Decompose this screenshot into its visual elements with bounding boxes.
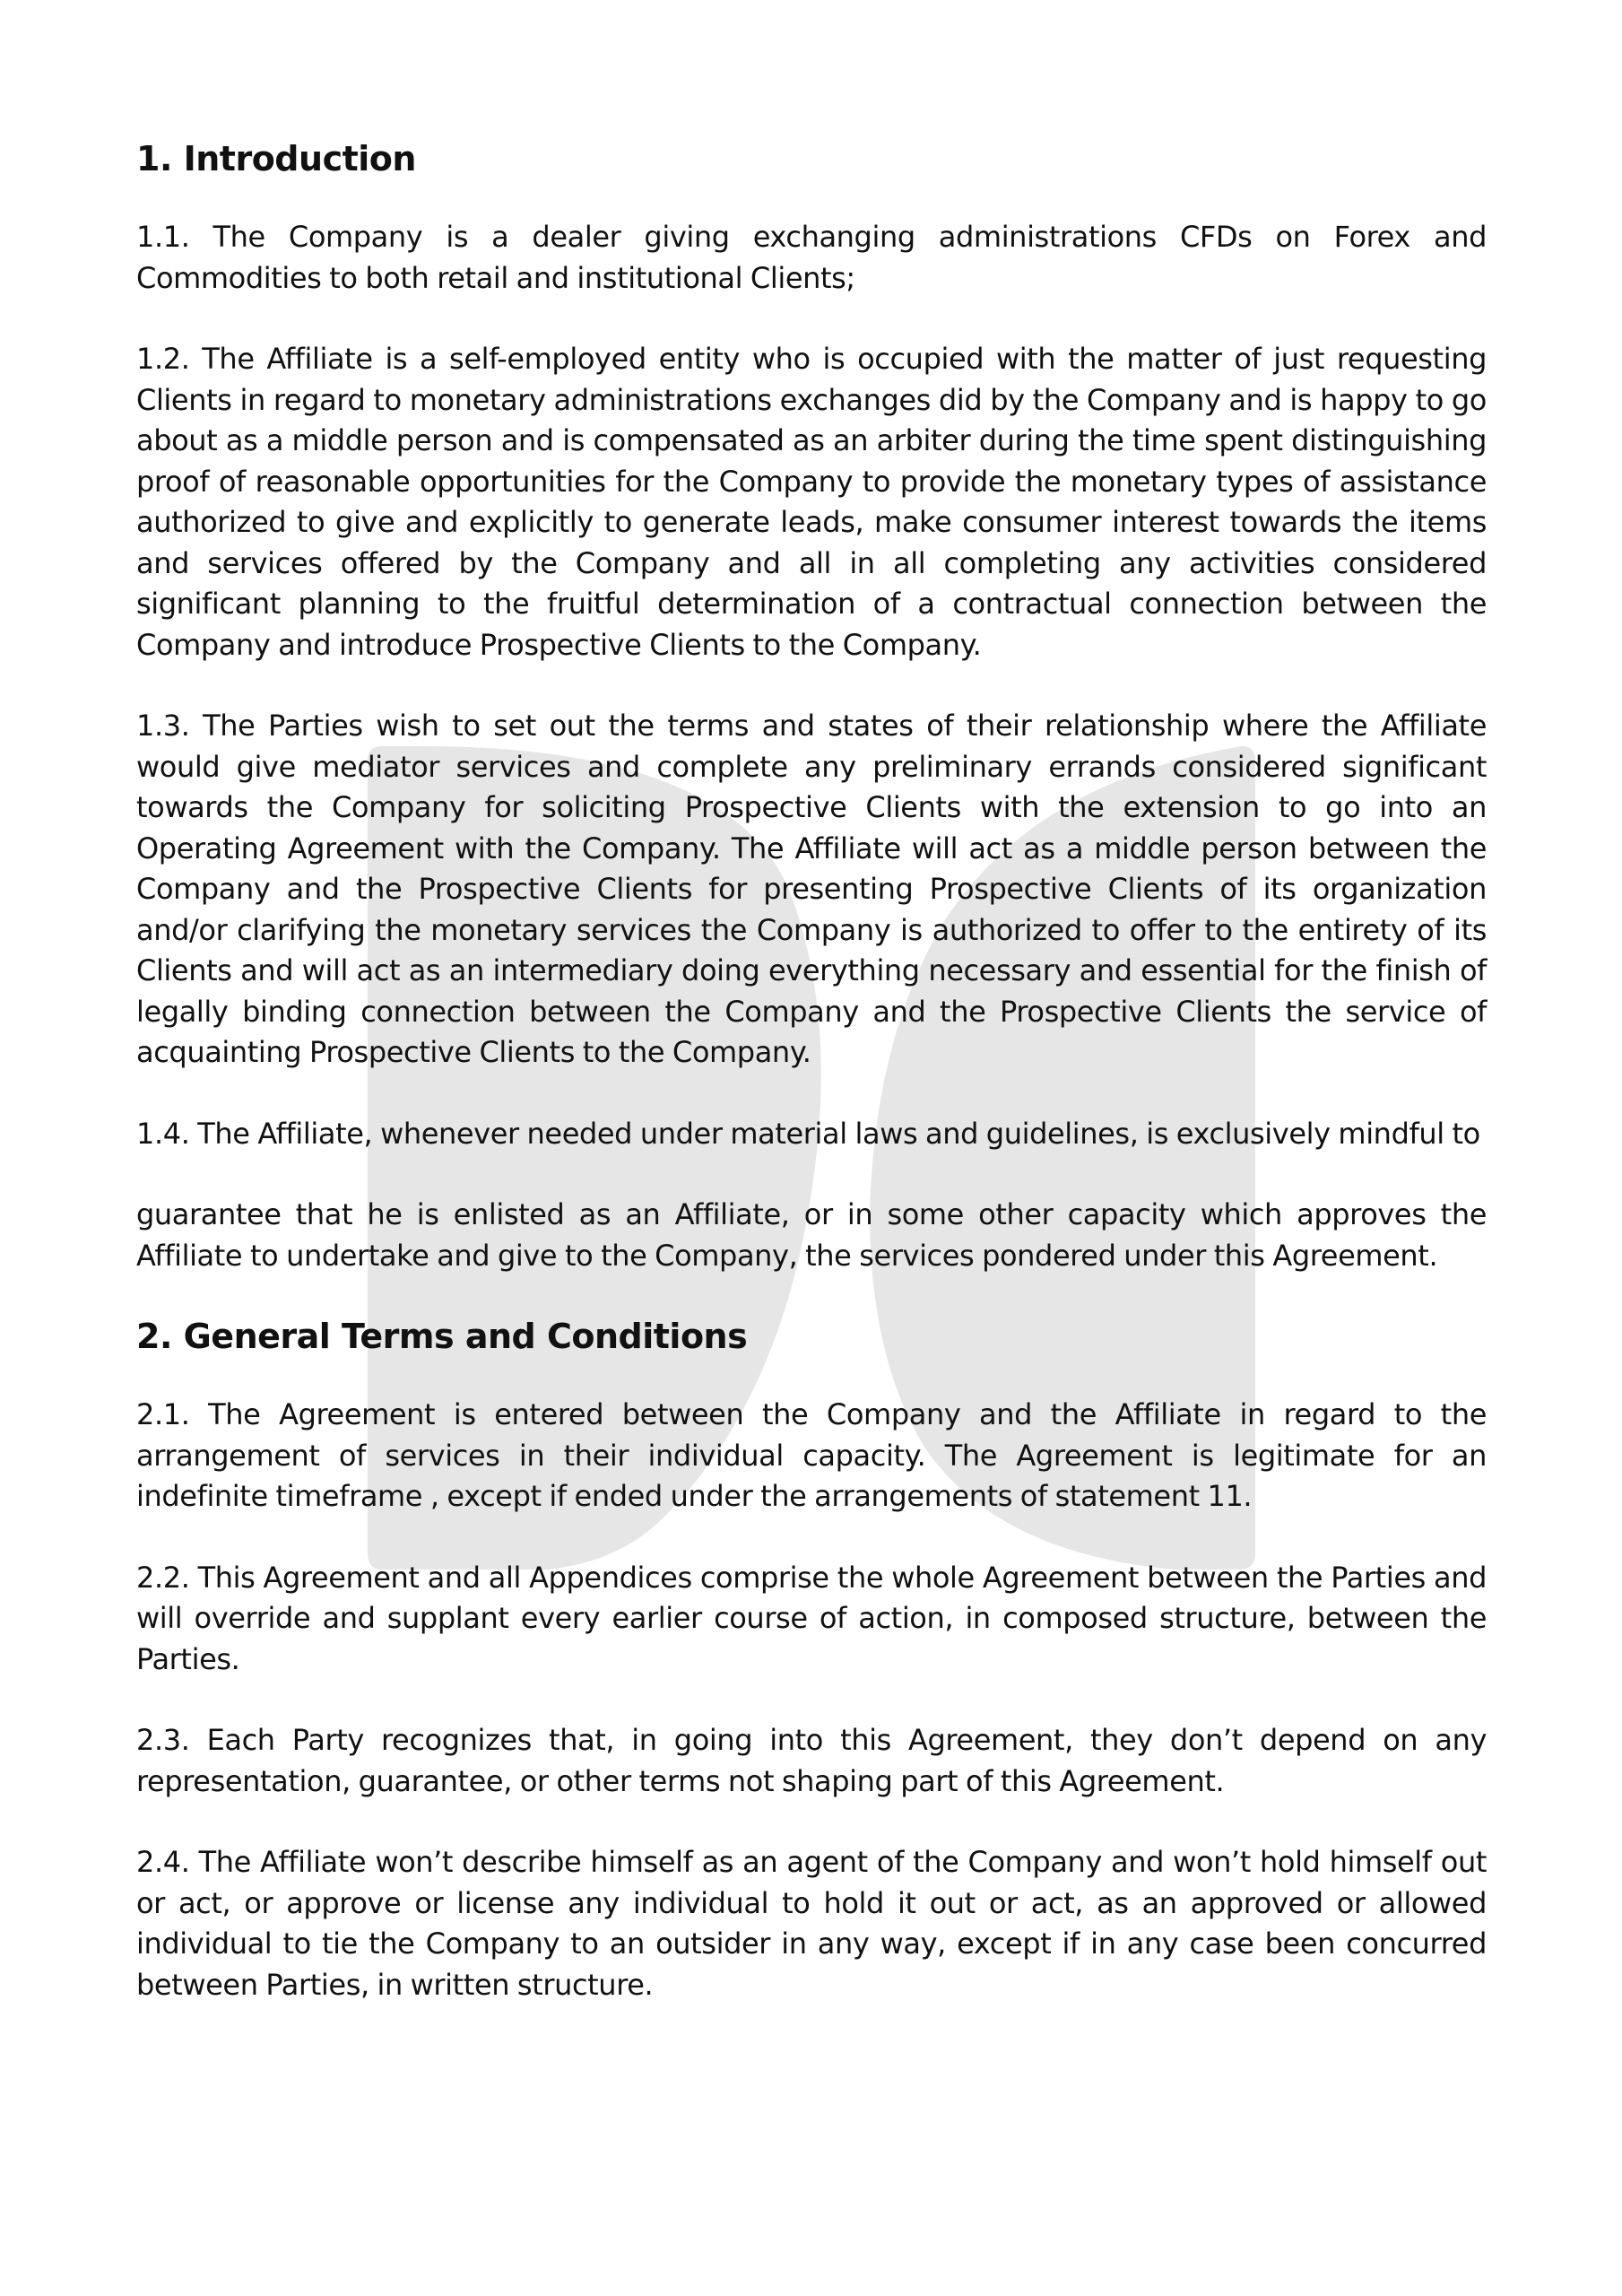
section-heading-general-terms: 2. General Terms and Conditions xyxy=(136,1317,748,1356)
clause-2-1: 2.1. The Agreement is entered between the Company and the Affiliate in regard to the arrangement of services in their individual capacity. The Agreement is legitimate for an indefinite timeframe , except if ended under the arrangements of statement 11. xyxy=(136,1397,1487,1513)
clause-2-3: 2.3. Each Party recognizes that, in going into this Agreement, they don’t depend on any representation, guarantee, or other terms not shaping part of this Agreement. xyxy=(136,1723,1487,1798)
clause-1-3: 1.3. The Parties wish to set out the terms and states of their relationship where the Affiliate would give mediator services and complete any preliminary errands considered significant towards the Company for soliciting Prospective Clients with the extension to go into an Operating Agreement with the Company. The Affiliate will act as a middle person between the Company and the Prospective Clients for presenting Prospective Clients of its organization and/or clarifying the monetary services the Company is authorized to offer to the entirety of its Clients and will act as an intermediary doing everything necessary and essential for the finish of legally binding connection between the Company and the Prospective Clients the service of acquainting Prospective Clients to the Company. xyxy=(136,709,1487,1069)
clause-1-4: 1.4. The Affiliate, whenever needed under material laws and guidelines, is exclusively mindful to xyxy=(136,1116,1480,1151)
clause-1-1: 1.1. The Company is a dealer giving exchanging administrations CFDs on Forex and Commodities to both retail and institutional Clients; xyxy=(136,220,1487,295)
section-heading-introduction: 1. Introduction xyxy=(136,139,416,178)
document-page xyxy=(136,135,1487,2005)
clause-1-4-continued: guarantee that he is enlisted as an Affiliate, or in some other capacity which approves the Affiliate to undertake and give to the Company, the services pondered under this Agreement. xyxy=(136,1197,1487,1273)
clause-1-2: 1.2. The Affiliate is a self-employed entity who is occupied with the matter of just requesting Clients in regard to monetary administrations exchanges did by the Company and is happy to go about as a middle person and is compensated as an arbiter during the time spent distinguishing proof of reasonable opportunities for the Company to provide the monetary types of assistance authorized to give and explicitly to generate leads, make consumer interest towards the items and services offered by the Company and all in all completing any activities considered significant planning to the fruitful determination of a contractual connection between the Company and introduce Prospective Clients to the Company. xyxy=(136,342,1487,662)
clause-2-2: 2.2. This Agreement and all Appendices comprise the whole Agreement between the Parties and will override and supplant every earlier course of action, in composed structure, between the Parties. xyxy=(136,1560,1487,1676)
clause-2-4: 2.4. The Affiliate won’t describe himself as an agent of the Company and won’t hold himself out or act, or approve or license any individual to hold it out or act, as an approved or allowed individual to tie the Company to an outsider in any way, except if in any case been concurred between Parties, in written structure. xyxy=(136,1845,1487,2002)
